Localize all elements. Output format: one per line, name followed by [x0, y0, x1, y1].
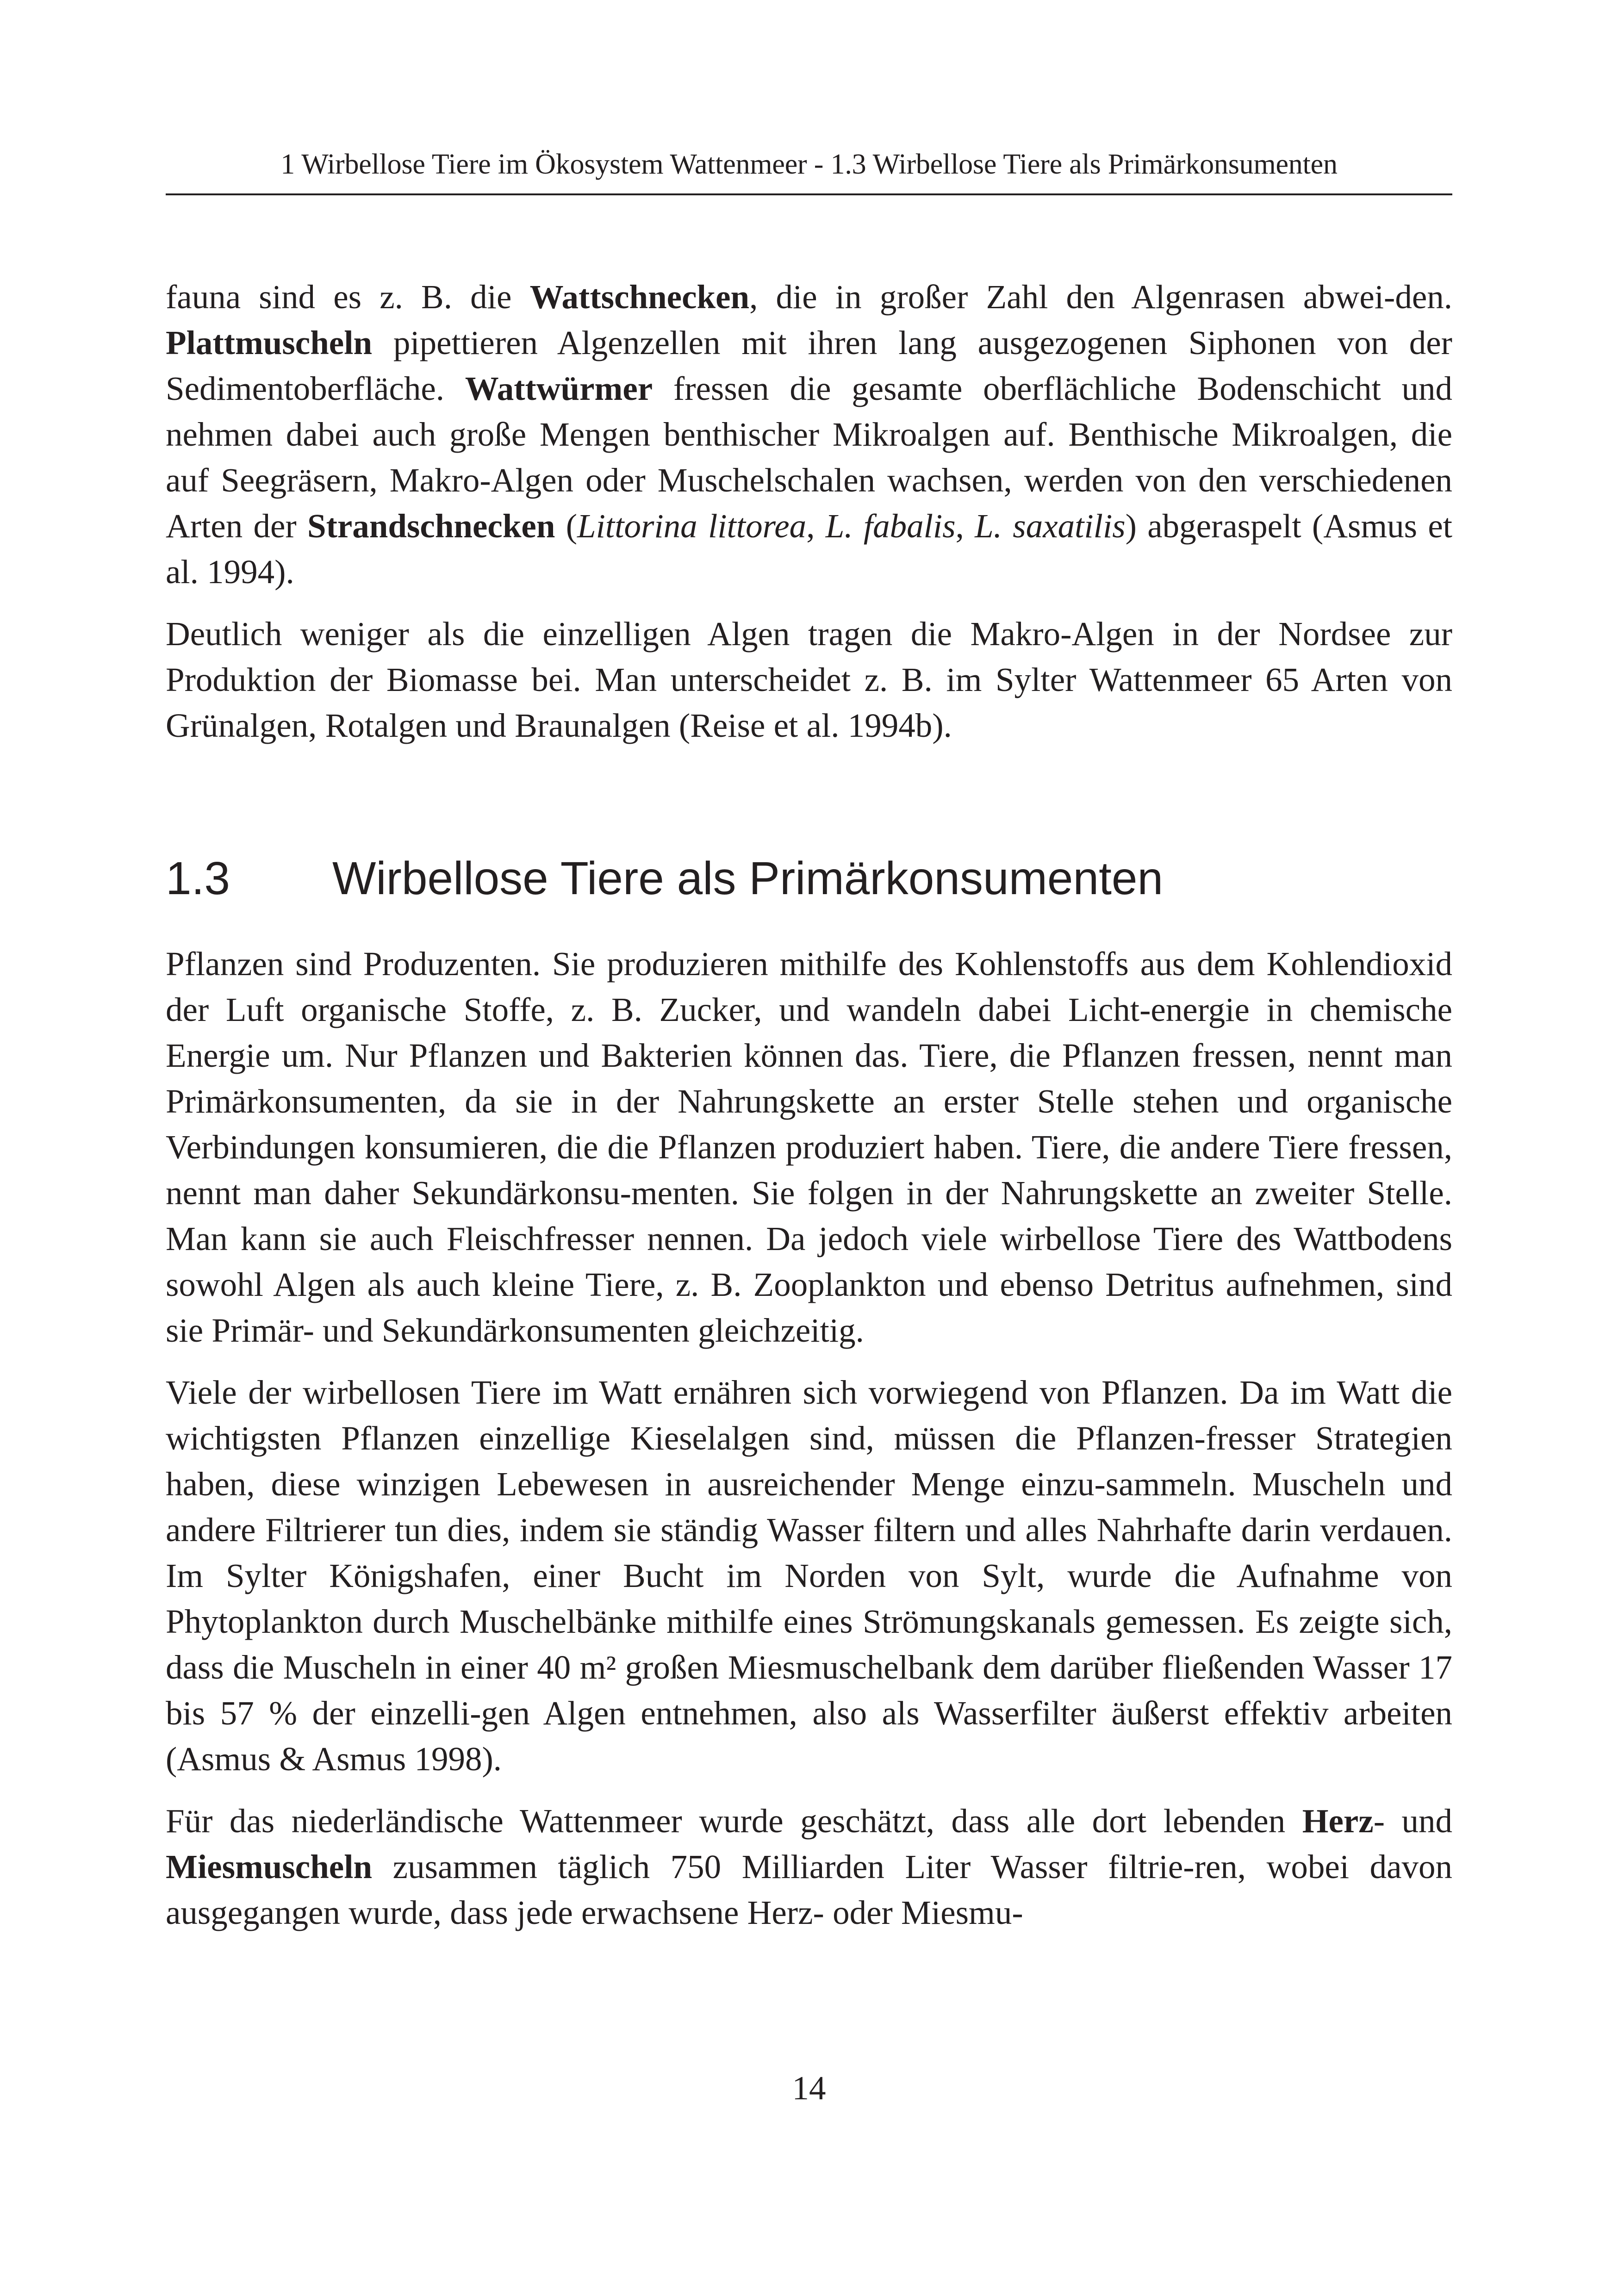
header-rule: [166, 193, 1452, 195]
text-run: ) abgeraspelt (Asmus et al. 1994).: [166, 507, 1453, 591]
bold-term: Miesmuscheln: [166, 1848, 373, 1885]
bold-term: Wattwürmer: [465, 370, 653, 407]
paragraph: Deutlich weniger als die einzelligen Algen tragen die Makro-Algen in der Nordsee zur Produktion der Biomasse bei. Man unterscheidet z. B. im Sylter Wattenmeer 65 Arten von Grünalgen, Rotalgen und Braunalgen (Reise et al. 1994b).: [166, 615, 1452, 744]
section-number: 1.3: [166, 852, 230, 904]
section-title: Wirbellose Tiere als Primärkonsumenten: [332, 852, 1164, 904]
text-run: (: [555, 507, 578, 545]
bold-term: Strandschnecken: [307, 507, 555, 545]
paragraph: Pflanzen sind Produzenten. Sie produzieren mithilfe des Kohlenstoffs aus dem Kohlendioxid der Luft organische Stoffe, z. B. Zucker, und wandeln dabei Licht-energie in chemische Energie um. Nur Pflanzen und Bakterien können das. Tiere, die Pflanzen fressen, nennt man Primärkonsumenten, da sie in der Nahrungskette an erster Stelle stehen und organische Verbindungen konsumieren, die die Pflanzen produziert haben. Tiere, die andere Tiere fressen, nennt man daher Sekundärkonsu-menten. Sie folgen in der Nahrungskette an zweiter Stelle. Man kann sie auch Fleischfresser nennen. Da jedoch viele wirbellose Tiere des Wattbodens sowohl Algen als auch kleine Tiere, z. B. Zooplankton und ebenso Detritus aufnehmen, sind sie Primär- und Sekundärkonsumenten gleichzeitig.: [166, 945, 1452, 1349]
bold-term: Wattschnecken: [529, 278, 750, 316]
text-block-before-section: [166, 274, 1452, 748]
paragraph: Viele der wirbellosen Tiere im Watt ernähren sich vorwiegend von Pflanzen. Da im Watt die wichtigsten Pflanzen einzellige Kieselalgen sind, müssen die Pflanzen-fresser Strategien haben, diese winzigen Lebewesen in ausreichender Menge einzu-sammeln. Muscheln und andere Filtrierer tun dies, indem sie ständig Wasser filtern und alles Nahrhafte darin verdauen. Im Sylter Königshafen, einer Bucht im Norden von Sylt, wurde die Aufnahme von Phytoplankton durch Muschelbänke mithilfe eines Strömungskanals gemessen. Es zeigte sich, dass die Muscheln in einer 40 m² großen Miesmuschelbank dem darüber fließenden Wasser 17 bis 57 % der einzelli-gen Algen entnehmen, also als Wasserfilter äußerst effektiv arbeiten (Asmus & Asmus 1998).: [166, 1374, 1452, 1778]
text-run: - und: [1373, 1802, 1452, 1840]
text-run: ,: [806, 507, 826, 545]
page-number: 14: [792, 2069, 826, 2107]
species-name: L. fabalis: [825, 507, 956, 545]
bold-term: Herz: [1302, 1802, 1374, 1840]
text-run: fressen die gesamte oberflächliche Bodenschicht und nehmen dabei auch große Mengen benthischer Mikroalgen auf. Benthische Mikroalgen, die auf Seegräsern, Makro-Algen oder Muschelschalen wachsen, werden von den verschiedenen Arten der: [166, 370, 1452, 545]
text-run: zusammen täglich 750 Milliarden Liter Wasser filtrie-ren, wobei davon ausgegangen wurde, dass jede erwachsene Herz- oder Miesmu-: [166, 1848, 1452, 1931]
section-heading: [166, 851, 1452, 906]
paragraph: [166, 274, 1452, 595]
text-run: fauna sind es z. B. die: [166, 278, 530, 316]
text-run: ,: [955, 507, 975, 545]
bold-term: Plattmuscheln: [166, 324, 373, 361]
text-run: Für das niederländische Wattenmeer wurde geschätzt, dass alle dort lebenden: [166, 1802, 1302, 1840]
running-header: 1 Wirbellose Tiere im Ökosystem Wattenmeer - 1.3 Wirbellose Tiere als Primärkonsumenten: [280, 149, 1338, 180]
paragraph: [166, 1798, 1452, 1935]
text-block-section-1-3: [166, 941, 1452, 1935]
text-run: , die in großer Zahl den Algenrasen abwei-den.: [749, 278, 1452, 316]
species-name: Littorina littorea: [577, 507, 807, 545]
text-run: pipettieren Algenzellen mit ihren lang ausgezogenen Siphonen von der Sedimentoberfläche.: [166, 324, 1452, 407]
species-name: L. saxatilis: [975, 507, 1126, 545]
